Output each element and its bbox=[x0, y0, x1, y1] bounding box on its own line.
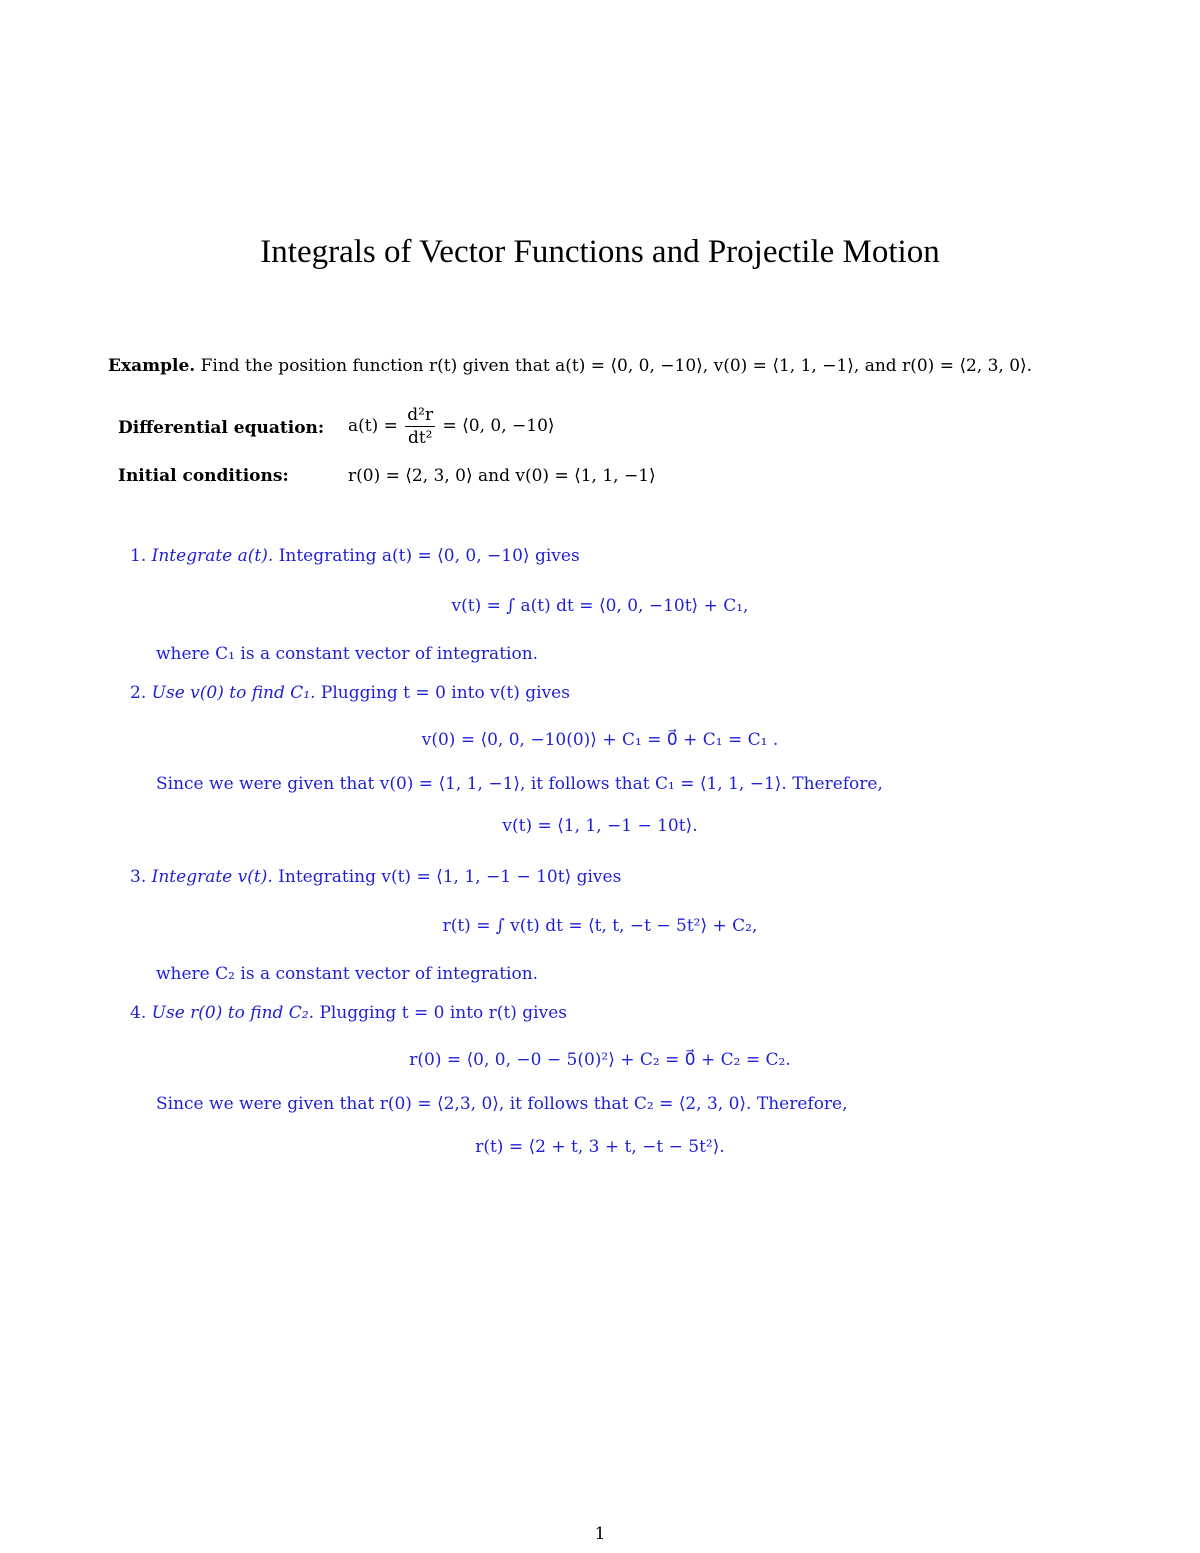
diffeq-lhs: a(t) = bbox=[348, 416, 398, 436]
step-2-after: Since we were given that v(0) = ⟨1, 1, −1⟩, it follows that C₁ = ⟨1, 1, −1⟩. Therefore, bbox=[156, 774, 883, 794]
step-1-intro: Integrating a(t) = ⟨0, 0, −10⟩ gives bbox=[278, 546, 580, 566]
step-4-heading-line bbox=[130, 1003, 567, 1023]
diffeq-label: Differential equation: bbox=[118, 418, 325, 438]
page-title: Integrals of Vector Functions and Projectile Motion bbox=[260, 234, 940, 271]
example-statement bbox=[108, 356, 1032, 376]
step-4-after: Since we were given that r(0) = ⟨2,3, 0⟩, it follows that C₂ = ⟨2, 3, 0⟩. Therefore, bbox=[156, 1094, 848, 1114]
step-2-equation: v(0) = ⟨0, 0, −10(0)⟩ + C₁ = 0⃗ + C₁ = C₁ . bbox=[421, 730, 779, 750]
example-label: Example. bbox=[108, 356, 196, 376]
step-1-after: where C₁ is a constant vector of integration. bbox=[156, 644, 539, 664]
step-2-intro: Plugging t = 0 into v(t) gives bbox=[320, 683, 570, 703]
diffeq-denominator: dt² bbox=[407, 428, 433, 448]
step-3-heading-line bbox=[130, 867, 621, 887]
step-4-heading: Use r(0) to find C₂. bbox=[151, 1003, 315, 1023]
diffeq-fraction bbox=[405, 404, 435, 449]
step-3-intro: Integrating v(t) = ⟨1, 1, −1 − 10t⟩ gives bbox=[278, 867, 622, 887]
step-1-equation: v(t) = ∫ a(t) dt = ⟨0, 0, −10t⟩ + C₁, bbox=[451, 596, 749, 616]
step-3-equation: r(t) = ∫ v(t) dt = ⟨t, t, −t − 5t²⟩ + C₂, bbox=[442, 916, 758, 936]
step-3-number: 3. bbox=[130, 867, 147, 887]
step-2-result: v(t) = ⟨1, 1, −1 − 10t⟩. bbox=[502, 816, 698, 836]
step-1-heading-line bbox=[130, 546, 580, 566]
step-2-heading-line bbox=[130, 683, 570, 703]
step-4-equation: r(0) = ⟨0, 0, −0 − 5(0)²⟩ + C₂ = 0⃗ + C₂ = C₂. bbox=[409, 1050, 791, 1070]
step-1-heading: Integrate a(t). bbox=[151, 546, 274, 566]
diffeq-equation bbox=[348, 404, 555, 449]
initial-text: r(0) = ⟨2, 3, 0⟩ and v(0) = ⟨1, 1, −1⟩ bbox=[348, 466, 656, 486]
step-4-intro: Plugging t = 0 into r(t) gives bbox=[319, 1003, 568, 1023]
step-4-result: r(t) = ⟨2 + t, 3 + t, −t − 5t²⟩. bbox=[475, 1137, 725, 1157]
initial-label: Initial conditions: bbox=[118, 466, 289, 486]
step-3-heading: Integrate v(t). bbox=[151, 867, 273, 887]
page-number: 1 bbox=[594, 1524, 606, 1544]
step-2-number: 2. bbox=[130, 683, 147, 703]
step-4-number: 4. bbox=[130, 1003, 147, 1023]
step-1-number: 1. bbox=[130, 546, 147, 566]
diffeq-rhs: = ⟨0, 0, −10⟩ bbox=[442, 416, 555, 436]
example-text: Find the position function r(t) given that a(t) = ⟨0, 0, −10⟩, v(0) = ⟨1, 1, −1⟩, and r(0) = ⟨2, 3, 0⟩. bbox=[200, 356, 1033, 376]
initial-conditions-row bbox=[118, 466, 1018, 486]
step-3-after: where C₂ is a constant vector of integration. bbox=[156, 964, 539, 984]
diffeq-numerator: d²r bbox=[407, 405, 434, 425]
step-2-heading: Use v(0) to find C₁. bbox=[151, 683, 316, 703]
